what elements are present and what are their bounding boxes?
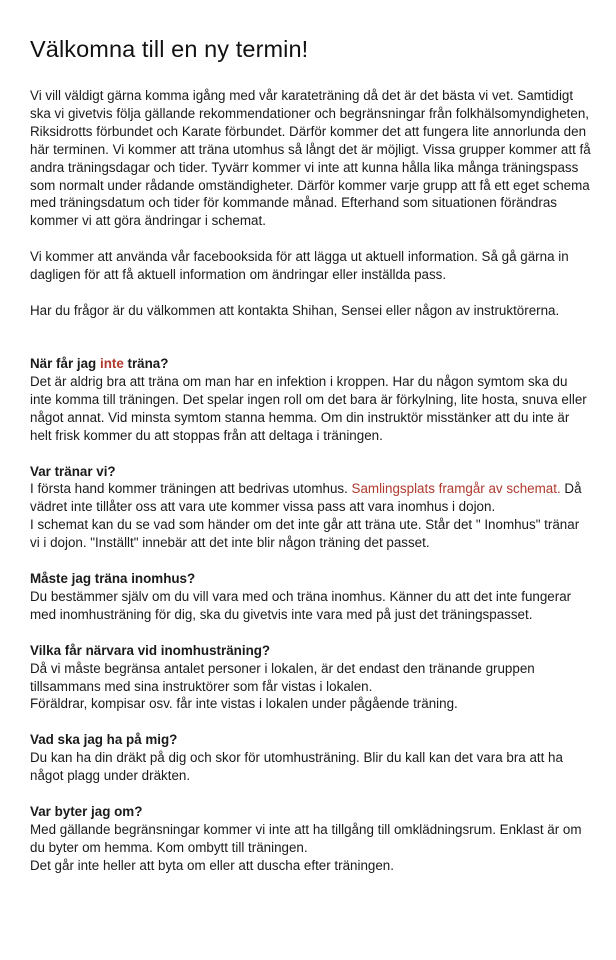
section-text-where-change-2: Det går inte heller att byta om eller att duscha efter träningen.	[30, 857, 394, 873]
intro-paragraph-1: Vi vill väldigt gärna komma igång med vår karateträning då det är det bästa vi vet. Samtidigt ska vi givetvis följa gällande rekommendationer och begränsningar från folkhälsomyndigheten, Riksidrotts förbundet och Karate förbundet. Därför kommer det att fungera lite annorlunda den här terminen. Vi kommer att träna utomhus så långt det är möjligt. Vissa grupper kommer att få andra träningsdagar och tider. Tyvärr kommer vi inte att kunna hålla lika många träningspass som normalt under rådande omständigheter. Därför kommer varje grupp att få ett eget schema med träningsdatum och tider för kommande månad. Efterhand som situationen förändras kommer vi att göra ändringar i schemat.	[30, 88, 591, 229]
section-heading-when-not-train: När får jag inte träna?	[30, 355, 169, 371]
intro-paragraph-3: Har du frågor är du välkommen att kontakta Shihan, Sensei eller någon av instruktörerna.	[30, 303, 560, 319]
intro-paragraph-2: Vi kommer att använda vår facebooksida för att lägga ut aktuell information. Så gå gärna in dagligen för att få aktuell information om ändringar eller inställda pass.	[30, 249, 569, 283]
section-text-what-wear: Du kan ha din dräkt på dig och skor för utomhusträning. Blir du kall kan det vara bra att ha något plagg under dräkten.	[30, 750, 563, 784]
section-heading-who-attend: Vilka får närvara vid inomhusträning?	[30, 642, 271, 658]
highlight-samlingsplats: Samlingsplats framgår av schemat.	[351, 481, 561, 497]
section-heading-where: Var tränar vi?	[30, 463, 116, 479]
section-text-where: I första hand kommer träningen att bedrivas utomhus. Samlingsplats framgår av schemat. Då vädret inte tillåter oss att vara ute kommer vissa pass att vara inomhus i dojon.	[30, 481, 582, 515]
section-text-when-not-train: Det är aldrig bra att träna om man har en infektion i kroppen. Har du någon symtom ska du inte komma till träningen. Det spelar ingen roll om det bara är förkylning, lite hosta, snuva eller något annat. Vid minsta symtom stanna hemma. Om din instruktör misstänker att du inte är helt frisk kommer du att stoppas från att deltaga i träningen.	[30, 373, 587, 443]
section-text-where-2: I schemat kan du se vad som händer om det inte går att träna ute. Står det " Inomhus" tränar vi i dojon. "Inställt" innebär att det inte blir någon träning det passet.	[30, 517, 580, 551]
section-text-must-indoor: Du bestämmer själv om du vill vara med och träna inomhus. Känner du att det inte fungerar med inomhusträning för dig, ska du givetvis inte vara med på just det träningspasset.	[30, 588, 572, 622]
section-text-who-attend-2: Föräldrar, kompisar osv. får inte vistas i lokalen under pågående träning.	[30, 696, 458, 712]
section-heading-must-indoor: Måste jag träna inomhus?	[30, 571, 196, 587]
highlight-inte: inte	[99, 355, 124, 371]
section-text-who-attend: Då vi måste begränsa antalet personer i lokalen, är det endast den tränande gruppen tillsammans med sina instruktörer som får vistas i lokalen.	[30, 660, 535, 694]
page-title: Välkomna till en ny termin!	[30, 36, 309, 62]
section-heading-what-wear: Vad ska jag ha på mig?	[30, 732, 178, 748]
section-text-where-change: Med gällande begränsningar kommer vi inte att ha tillgång till omklädningsrum. Enklast är om du byter om hemma. Kom ombytt till träningen.	[30, 822, 582, 855]
section-heading-where-change: Var byter jag om?	[30, 804, 143, 820]
